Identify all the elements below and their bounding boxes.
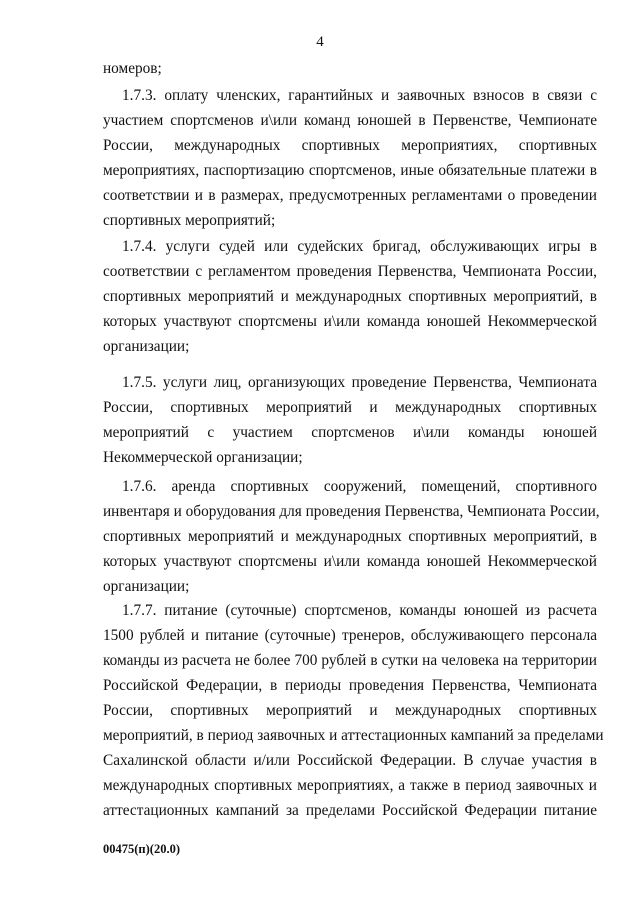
text-line: команды из расчета не более 700 рублей в сутки на человека на территории [103,652,597,669]
paragraph [103,234,597,359]
text-line: России, спортивных мероприятий и международных спортивных [103,702,597,719]
text-line: номеров; [103,60,162,77]
text-line: России, международных спортивных мероприятиях, спортивных [103,137,597,154]
text-line: 1500 рублей и питание (суточные) тренеров, обслуживающего персонала [103,627,597,644]
text-line: спортивных мероприятий; [103,212,276,229]
text-line: организации; [103,338,190,355]
text-line: 1.7.5. услуги лиц, организующих проведение Первенства, Чемпионата [122,374,597,391]
text-line: соответствии с регламентом проведения Первенства, Чемпионата России, [103,263,597,280]
text-line: организации; [103,578,190,595]
paragraph [103,474,600,599]
paragraph [103,598,604,823]
text-line: которых участвуют спортсмены и\или команда юношей Некоммерческой [103,313,597,330]
text-line: инвентаря и оборудования для проведения Первенства, Чемпионата России, [103,503,600,520]
text-line: Российской Федерации, в периоды проведения Первенства, Чемпионата [103,677,597,694]
document-footer-code: 00475(п)(20.0) [103,842,180,856]
text-line: 1.7.7. питание (суточные) спортсменов, команды юношей из расчета [122,602,597,619]
text-line: мероприятий с участием спортсменов и\или команды юношей [103,424,597,441]
text-line: 1.7.6. аренда спортивных сооружений, помещений, спортивного [122,478,597,495]
text-line: Некоммерческой организации; [103,449,303,466]
text-line: которых участвуют спортсмены и\или команда юношей Некоммерческой [103,553,597,570]
text-line: России, спортивных мероприятий и международных спортивных [103,399,597,416]
text-line: аттестационных кампаний за пределами Российской Федерации питание [103,802,597,819]
text-line: соответствии и в размерах, предусмотренных регламентами о проведении [103,187,597,204]
paragraph [103,56,597,81]
text-line: Сахалинской области и/или Российской Федерации. В случае участия в [103,752,597,769]
text-line: международных спортивных мероприятиях, а также в период заявочных и [103,777,597,794]
paragraph [103,83,597,233]
text-line: 1.7.3. оплату членских, гарантийных и заявочных взносов в связи с [122,87,597,104]
text-line: спортивных мероприятий и международных спортивных мероприятий, в [103,528,597,545]
text-line: 1.7.4. услуги судей или судейских бригад, обслуживающих игры в [122,238,597,255]
text-line: участием спортсменов и\или команд юношей в Первенстве, Чемпионате [103,112,597,129]
text-line: мероприятиях, паспортизацию спортсменов, иные обязательные платежи в [103,162,597,179]
text-line: мероприятий, в период заявочных и аттестационных кампаний за пределами [103,727,604,744]
page-number: 4 [316,34,324,50]
text-line: спортивных мероприятий и международных спортивных мероприятий, в [103,288,597,305]
paragraph [103,370,597,470]
